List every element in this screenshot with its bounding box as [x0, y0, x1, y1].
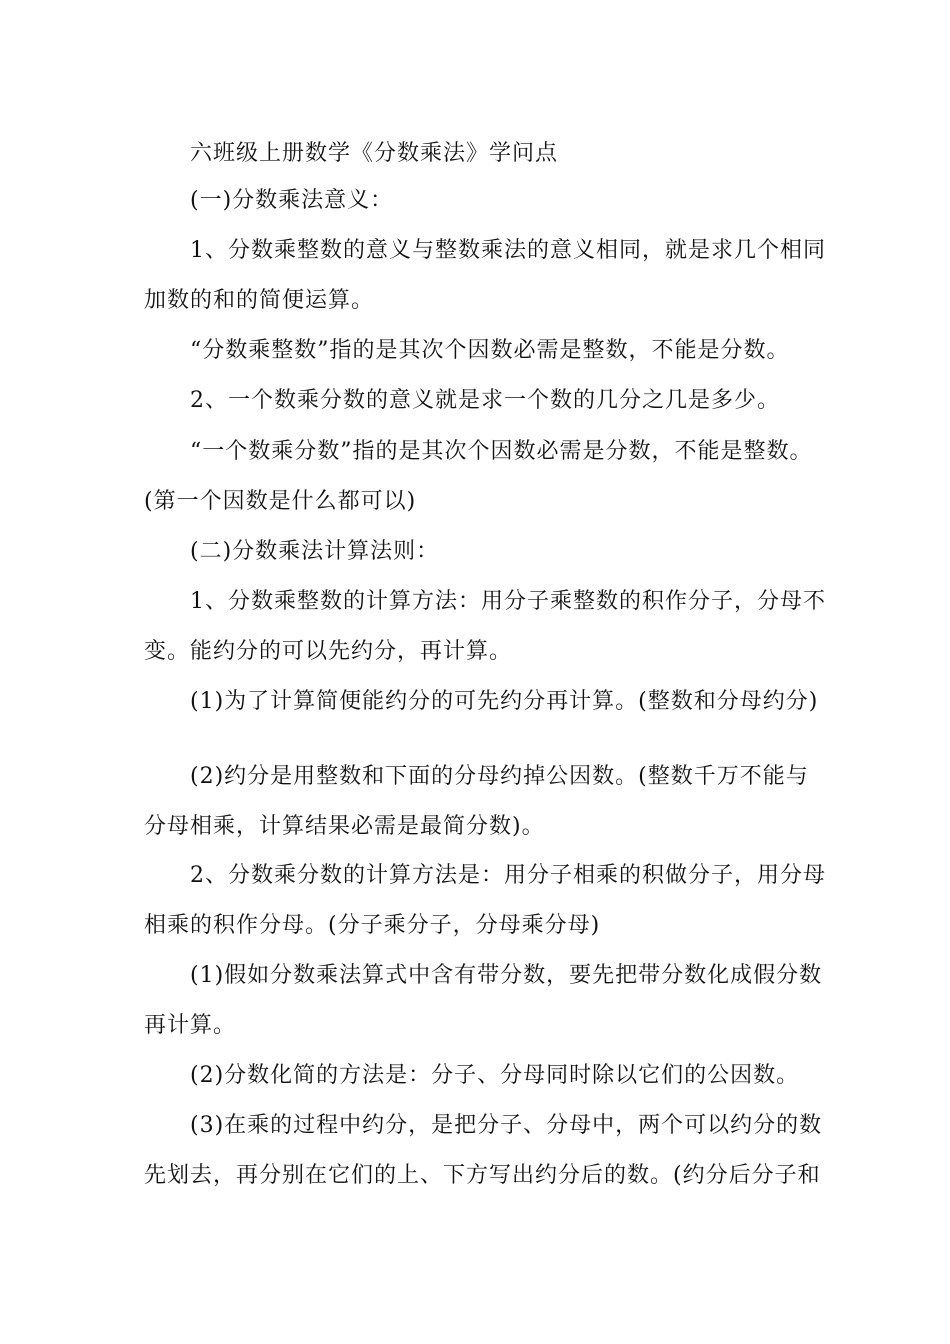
paragraph-line: (1)假如分数乘法算式中含有带分数，要先把带分数化成假分数 [190, 963, 823, 988]
paragraph-line: 2、一个数乘分数的意义就是求一个数的几分之几是多少。 [190, 388, 780, 413]
paragraph-line: (第一个因数是什么都可以) [144, 489, 417, 514]
paragraph-line: 相乘的积作分母。(分子乘分子，分母乘分母) [144, 913, 601, 938]
paragraph-line: (2)分数化简的方法是：分子、分母同时除以它们的公因数。 [190, 1063, 800, 1088]
section-heading: (一)分数乘法意义： [190, 188, 394, 213]
paragraph-line: 再计算。 [144, 1013, 237, 1038]
paragraph-line: 1、分数乘整数的意义与整数乘法的意义相同，就是求几个相同 [190, 238, 826, 263]
paragraph-line: 2、分数乘分数的计算方法是：用分子相乘的积做分子，用分母 [190, 863, 826, 888]
paragraph-line: (1)为了计算简便能约分的可先约分再计算。(整数和分母约分) [190, 689, 819, 714]
paragraph-line: 1、分数乘整数的计算方法：用分子乘整数的积作分子，分母不 [190, 589, 826, 614]
paragraph-line: “分数乘整数”指的是其次个因数必需是整数，不能是分数。 [190, 338, 790, 363]
paragraph-line: 分母相乘，计算结果必需是最简分数)。 [144, 814, 545, 839]
paragraph-line: “一个数乘分数”指的是其次个因数必需是分数，不能是整数。 [190, 439, 813, 464]
paragraph-line: 变。能约分的可以先约分，再计算。 [144, 639, 513, 664]
section-heading: (二)分数乘法计算法则： [190, 539, 440, 564]
paragraph-line: (3)在乘的过程中约分，是把分子、分母中，两个可以约分的数 [190, 1113, 823, 1138]
paragraph-line: 先划去，再分别在它们的上、下方写出约分后的数。(约分后分子和 [144, 1163, 821, 1188]
paragraph-line: 加数的和的简便运算。 [144, 288, 375, 313]
paragraph-line: (2)约分是用整数和下面的分母约掉公因数。(整数千万不能与 [190, 764, 809, 789]
document-title: 六班级上册数学《分数乘法》学问点 [190, 141, 559, 166]
